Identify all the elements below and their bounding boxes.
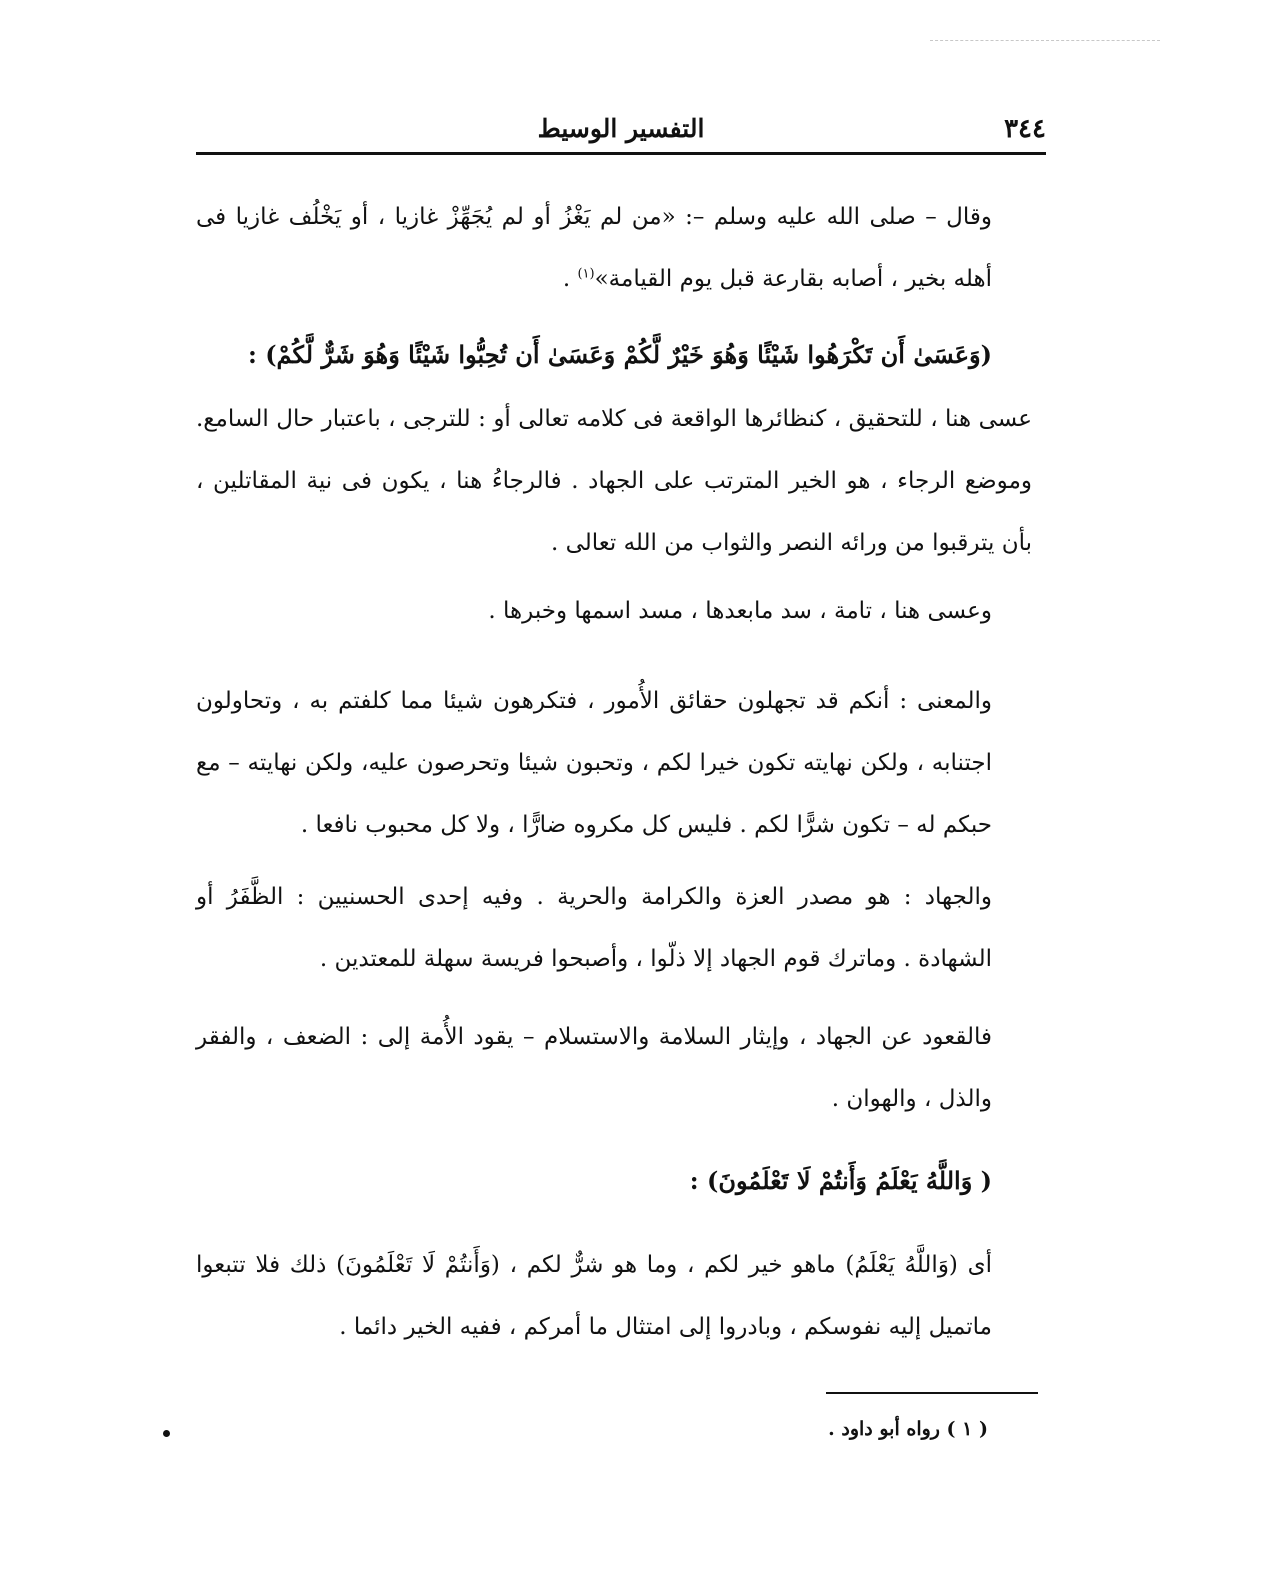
- paragraph-text: فالقعود عن الجهاد ، وإيثار السلامة والاستسلام – يقود الأُمة إلى : الضعف ، والفقر والذل ، والهوان .: [196, 1024, 992, 1112]
- paragraph-jihad: [196, 866, 1032, 990]
- paragraph-qu-ud: [196, 1006, 1032, 1130]
- footnote: ( ١ ) رواه أبو داود .: [828, 1418, 988, 1440]
- paragraph-text: والجهاد : هو مصدر العزة والكرامة والحرية . وفيه إحدى الحسنيين : الظَّفَرُ أو الشهادة . وماترك قوم الجهاد إلا ذلّوا ، وأصبحوا فريسة سهلة للمعتدين .: [196, 884, 992, 972]
- paragraph-text: والمعنى : أنكم قد تجهلون حقائق الأُمور ، فتكرهون شيئا مما كلفتم به ، وتحاولون اجتنابه ، ولكن نهايته تكون خيرا لكم ، وتحبون شيئا وتحرصون عليه، ولكن نهايته – مع حبكم له – تكون شرًّا لكم . فليس كل مكروه ضارًّا ، ولا كل محبوب نافعا .: [196, 688, 992, 838]
- paragraph-text: أى (وَاللَّهُ يَعْلَمُ) ماهو خير لكم ، وما هو شرٌّ لكم ، (وَأَنتُمْ لَا تَعْلَمُونَ) ذلك فلا تتبعوا ماتميل إليه نفوسكم ، وبادروا إلى امتثال ما أمركم ، ففيه الخير دائما .: [196, 1252, 992, 1340]
- paragraph-asa-tamma: [196, 580, 1032, 642]
- verse-heading-2: [196, 1150, 1032, 1212]
- running-title: التفسير الوسيط: [537, 114, 705, 143]
- footnote-ref: (١): [577, 266, 595, 282]
- paragraph-meaning: [196, 670, 1032, 856]
- footnote-divider: [826, 1392, 1038, 1394]
- paragraph-final: [196, 1234, 1032, 1358]
- verse-text: (وَعَسَىٰ أَن تَكْرَهُوا شَيْئًا وَهُوَ خَيْرٌ لَّكُمْ وَعَسَىٰ أَن تُحِبُّوا شَيْئًا وَهُوَ شَرٌّ لَّكُمْ) :: [247, 340, 992, 369]
- paragraph-text: عسى هنا ، للتحقيق ، كنظائرها الواقعة فى كلامه تعالى أو : للترجى ، باعتبار حال السامع. وموضع الرجاء ، هو الخير المترتب على الجهاد . فالرجاءُ هنا ، يكون فى نية المقاتلين ، بأن يترقبوا من ورائه النصر والثواب من الله تعالى .: [196, 406, 1032, 556]
- scan-edge-line: [930, 40, 1160, 41]
- hadith-tail: .: [562, 266, 578, 292]
- scan-dot-mark: [163, 1430, 170, 1437]
- hadith-text: وقال – صلى الله عليه وسلم –: «من لم يَغْزُ أو لم يُجَهِّزْ غازيا ، أو يَخْلُف غازيا فى أهله بخير ، أصابه بقارعة قبل يوم القيامة»: [196, 204, 992, 292]
- paragraph-text: وعسى هنا ، تامة ، سد مابعدها ، مسد اسمها وخبرها .: [488, 598, 992, 624]
- page-header: [196, 112, 1046, 155]
- verse-heading-1: [196, 324, 1032, 386]
- verse-text: ( وَاللَّهُ يَعْلَمُ وَأَنتُمْ لَا تَعْلَمُونَ) :: [689, 1166, 992, 1195]
- paragraph-asa-meaning: [196, 388, 1032, 574]
- paragraph-hadith: [196, 186, 1032, 310]
- page-number: ٣٤٤: [1004, 114, 1046, 144]
